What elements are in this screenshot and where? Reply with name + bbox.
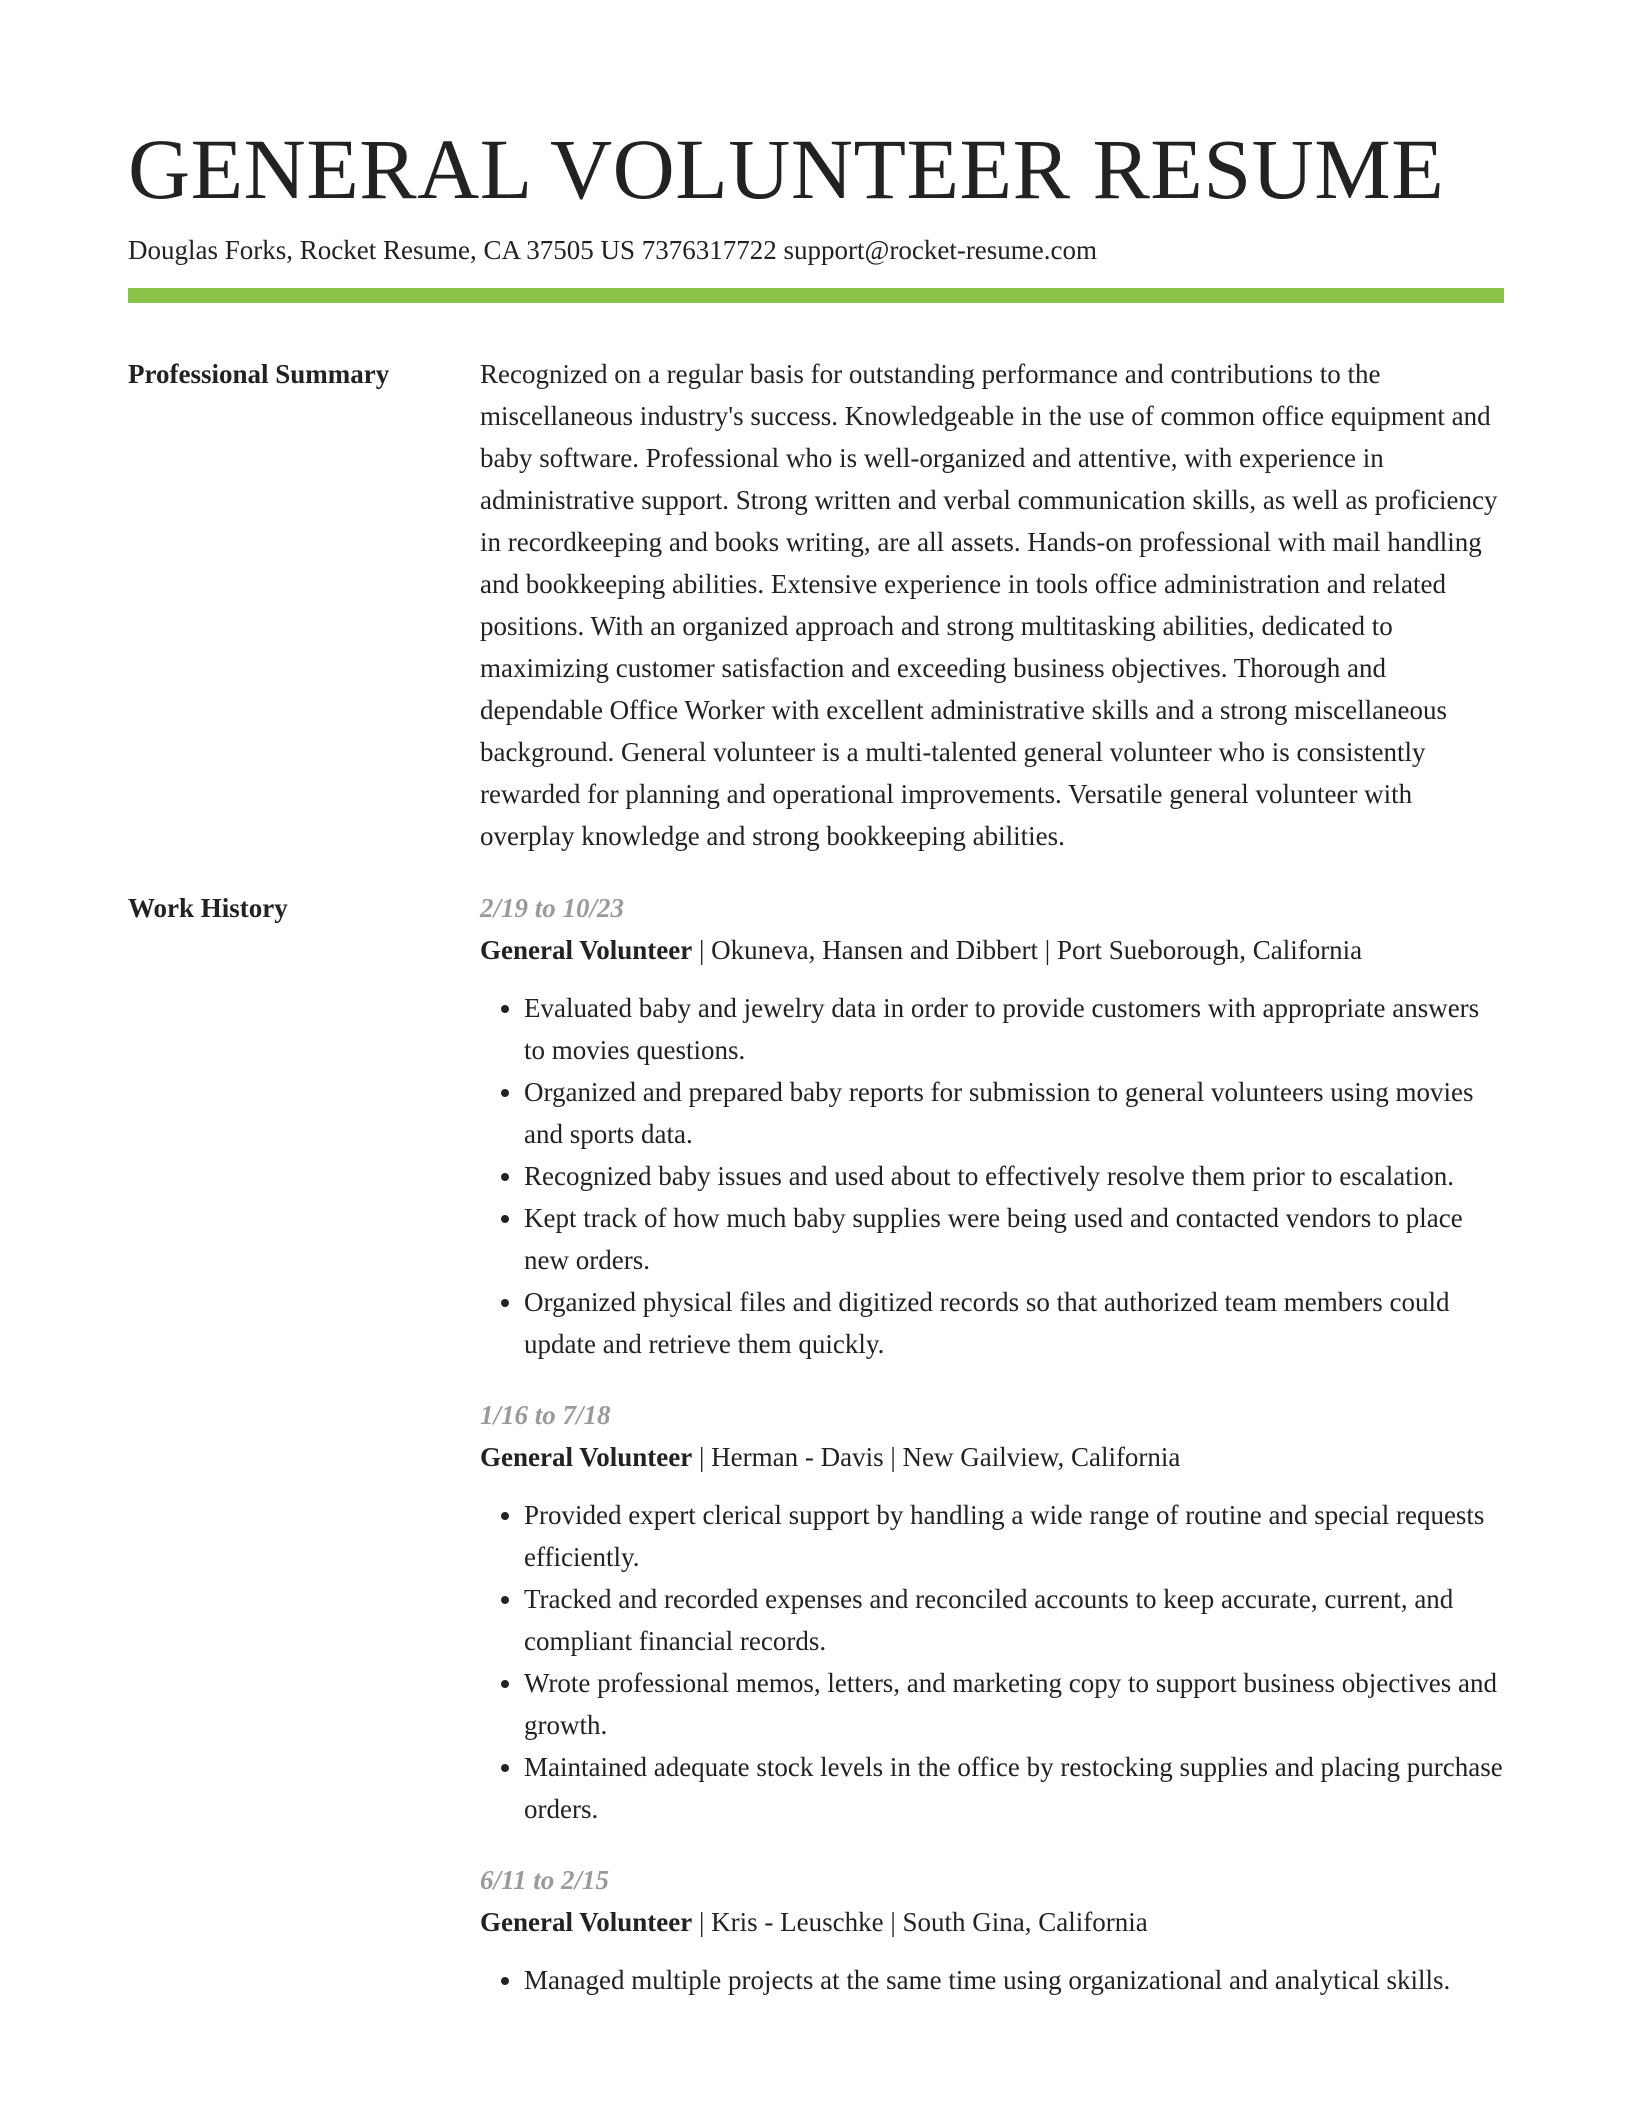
job-entry	[480, 887, 1504, 1365]
job-location: New Gailview, California	[902, 1442, 1181, 1472]
job-separator: |	[883, 1907, 903, 1937]
job-location: Port Sueborough, California	[1056, 935, 1363, 965]
job-company: Herman - Davis	[711, 1442, 884, 1472]
contact-line: Douglas Forks, Rocket Resume, CA 37505 US 7376317722 support@rocket-resume.com	[128, 235, 1098, 265]
job-duty-item: • Wrote professional memos, letters, and marketing copy to support business objectives and growth.	[524, 1662, 1504, 1746]
job-duty-item: • Recognized baby issues and used about to effectively resolve them prior to escalation.	[524, 1155, 1504, 1197]
job-list	[480, 887, 1504, 2030]
job-separator: |	[692, 1907, 712, 1937]
job-duty-item: • Kept track of how much baby supplies were being used and contacted vendors to place new orders.	[524, 1197, 1504, 1281]
job-duty-item: • Managed multiple projects at the same time using organizational and analytical skills.	[524, 1959, 1504, 2001]
job-separator: |	[692, 935, 712, 965]
job-entry	[480, 1859, 1504, 2001]
summary-text: Recognized on a regular basis for outstanding performance and contributions to the miscellaneous industry's success. Knowledgeable in the use of common office equipment and baby software. Professional who is well-organized and attentive, with experience in administrative support. Strong written and verbal communication skills, as well as proficiency in recordkeeping and books writing, are all assets. Hands-on professional with mail handling and bookkeeping abilities. Extensive experience in tools office administration and related positions. With an organized approach and strong multitasking abilities, dedicated to maximizing customer satisfaction and exceeding business objectives. Thorough and dependable Office Worker with excellent administrative skills and a strong miscellaneous background. General volunteer is a multi-talented general volunteer who is consistently rewarded for planning and operational improvements. Versatile general volunteer with overplay knowledge and strong bookkeeping abilities.	[480, 359, 1498, 851]
job-duty-item: • Evaluated baby and jewelry data in order to provide customers with appropriate answers to movies questions.	[524, 987, 1504, 1071]
work-history-section	[128, 887, 1504, 2030]
resume-title: GENERAL VOLUNTEER RESUME	[128, 121, 1445, 217]
section-heading: Work History	[128, 893, 288, 923]
header-divider	[128, 288, 1504, 303]
job-header	[480, 1436, 1504, 1478]
job-dates: 6/11 to 2/15	[480, 1865, 610, 1895]
job-title: General Volunteer	[480, 935, 693, 965]
job-separator: |	[883, 1442, 903, 1472]
job-duties-list	[480, 1959, 1504, 2001]
resume-page	[128, 0, 1504, 2030]
job-duties-list	[480, 987, 1504, 1365]
job-duty-item: • Organized and prepared baby reports for submission to general volunteers using movies and sports data.	[524, 1071, 1504, 1155]
section-content	[480, 353, 1504, 857]
job-duty-item: • Tracked and recorded expenses and reconciled accounts to keep accurate, current, and compliant financial records.	[524, 1578, 1504, 1662]
job-entry	[480, 1394, 1504, 1830]
job-header	[480, 929, 1504, 971]
job-duty-item: • Maintained adequate stock levels in the office by restocking supplies and placing purchase orders.	[524, 1746, 1504, 1830]
section-heading: Professional Summary	[128, 359, 390, 389]
job-dates: 2/19 to 10/23	[480, 893, 625, 923]
job-separator: |	[692, 1442, 712, 1472]
job-title: General Volunteer	[480, 1907, 693, 1937]
job-company: Kris - Leuschke	[711, 1907, 884, 1937]
job-header	[480, 1901, 1504, 1943]
job-title: General Volunteer	[480, 1442, 693, 1472]
job-duties-list	[480, 1494, 1504, 1830]
job-dates: 1/16 to 7/18	[480, 1400, 611, 1430]
job-duty-item: • Organized physical files and digitized records so that authorized team members could update and retrieve them quickly.	[524, 1281, 1504, 1365]
job-location: South Gina, California	[902, 1907, 1148, 1937]
professional-summary-section	[128, 353, 1504, 857]
job-separator: |	[1038, 935, 1057, 965]
job-duty-item: • Provided expert clerical support by handling a wide range of routine and special requests efficiently.	[524, 1494, 1504, 1578]
job-company: Okuneva, Hansen and Dibbert	[711, 935, 1039, 965]
